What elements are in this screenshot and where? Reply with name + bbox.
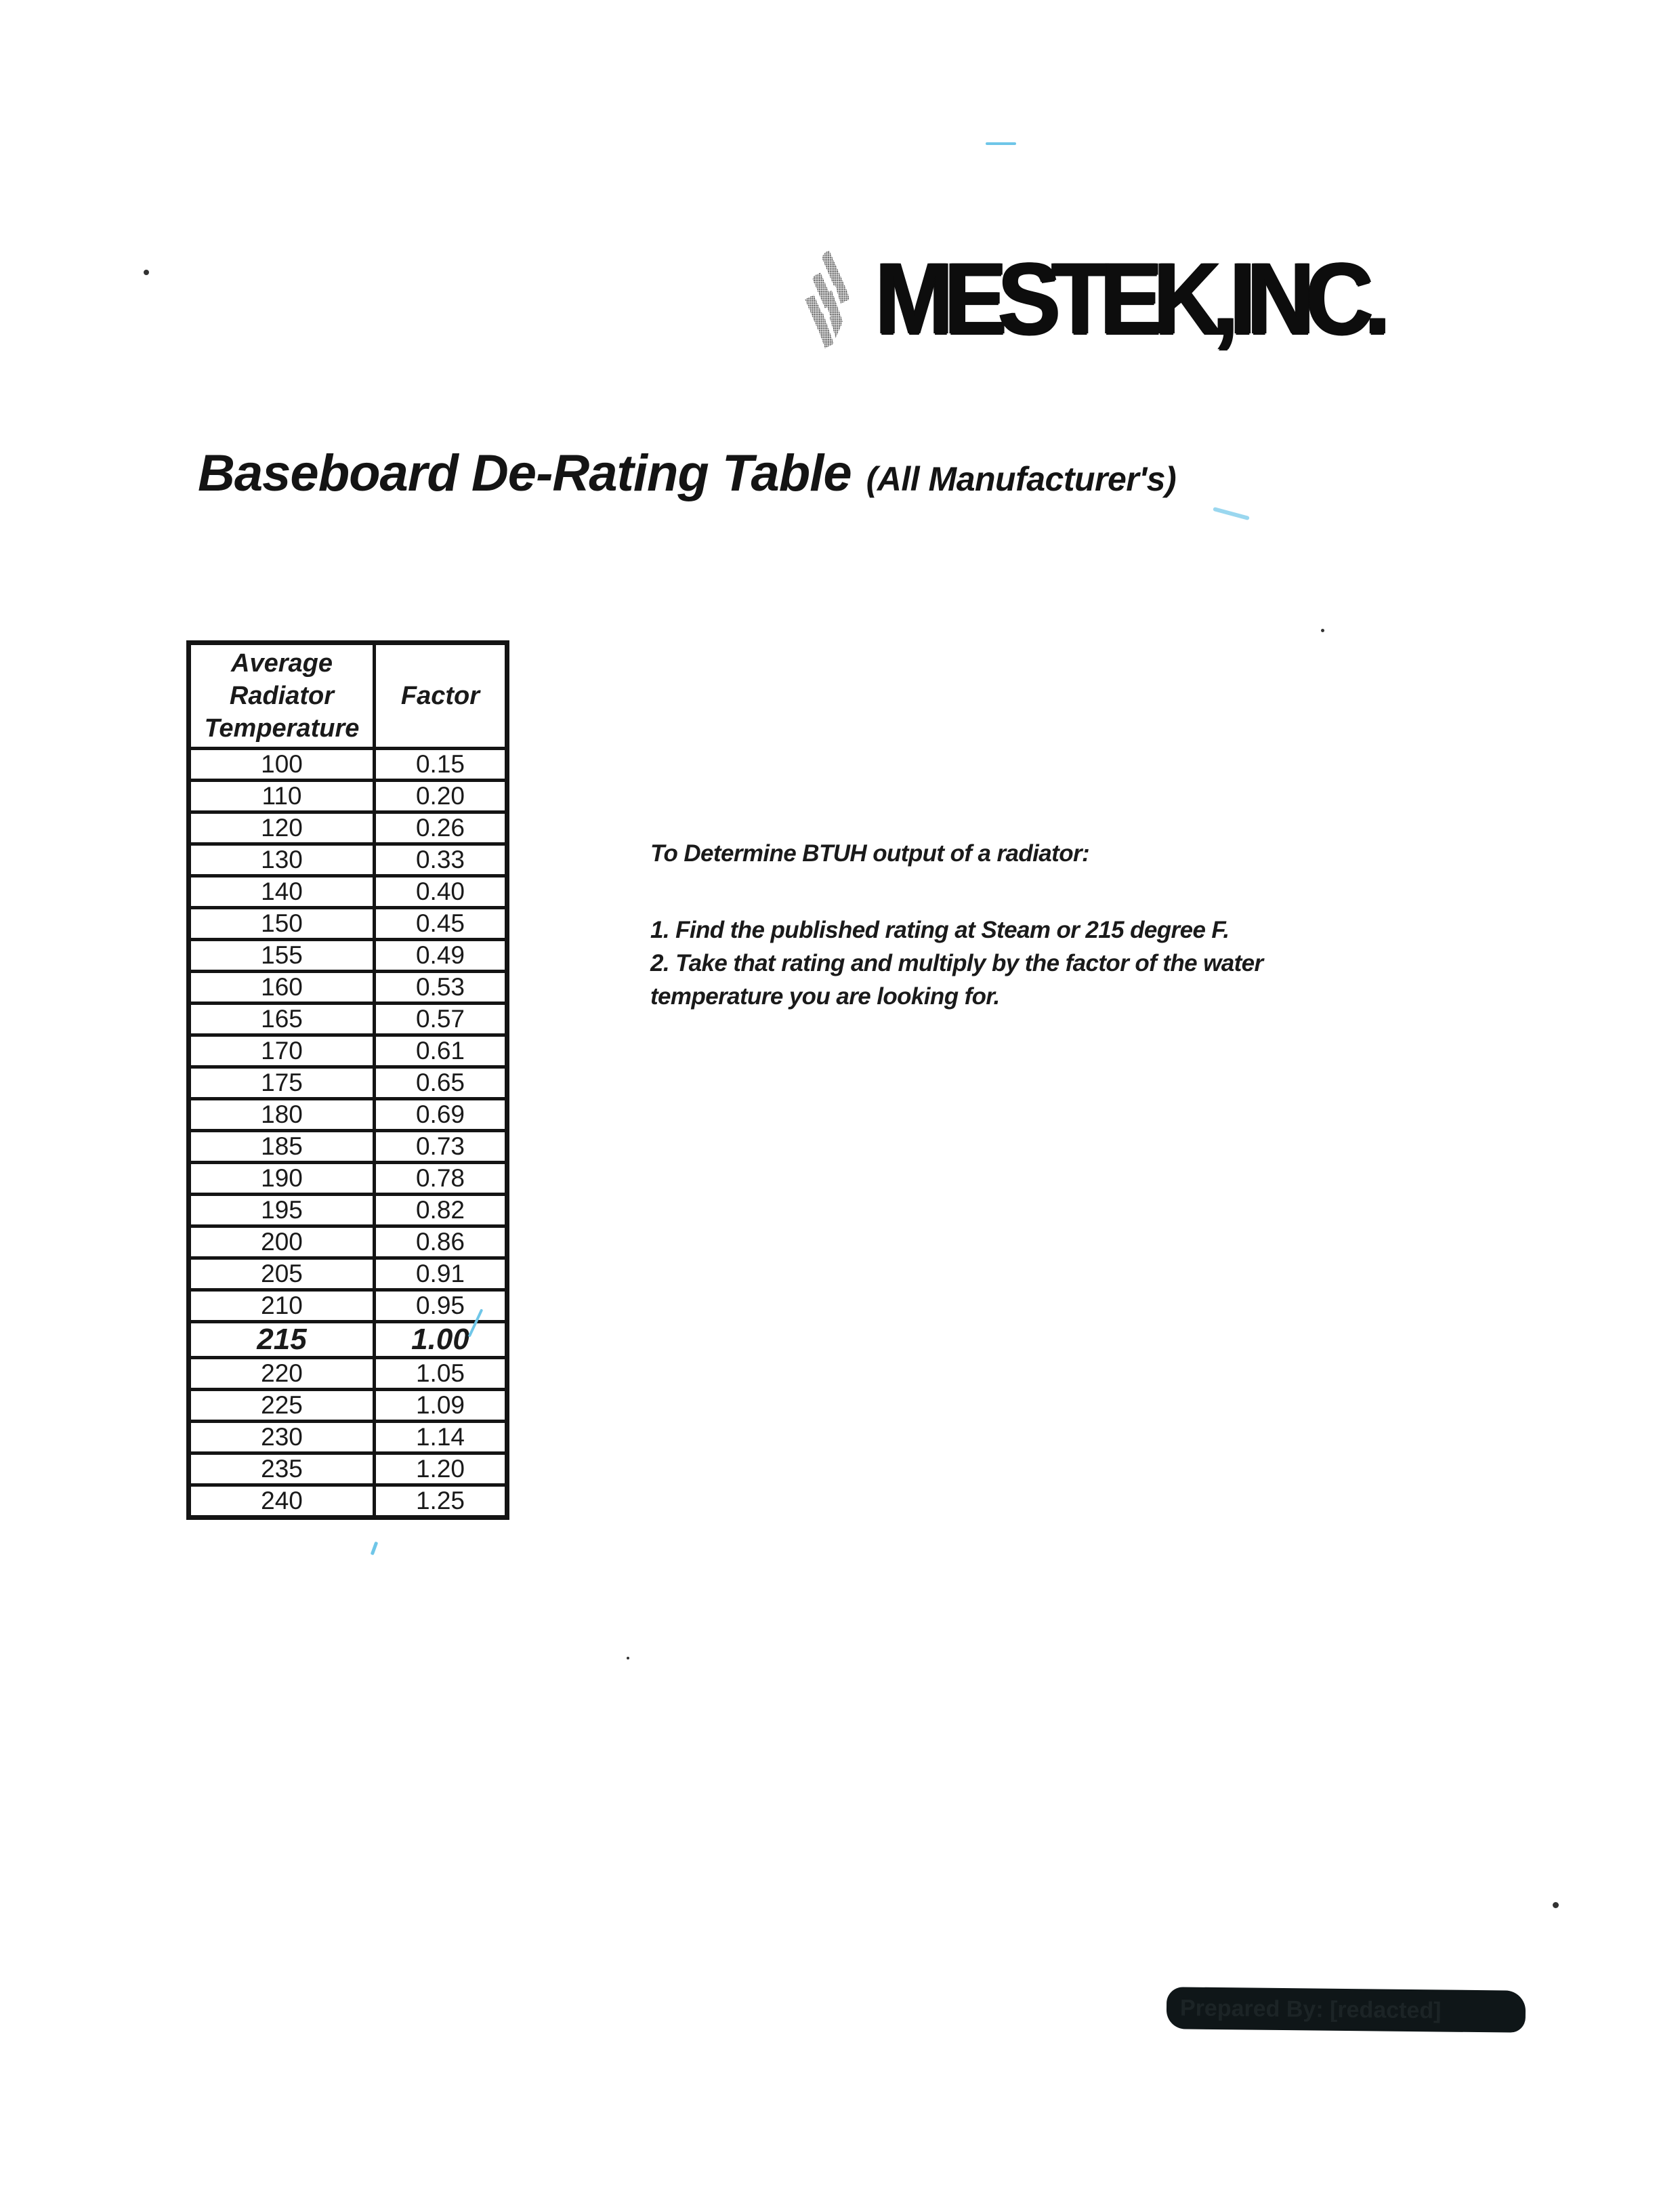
table-row bbox=[189, 844, 507, 876]
cell-temperature: 155 bbox=[189, 940, 375, 972]
instruction-step-1: 1. Find the published rating at Steam or 215 degree F. bbox=[650, 917, 1230, 943]
diamond-lattice-logo-icon bbox=[803, 217, 852, 386]
cell-factor: 0.65 bbox=[375, 1067, 507, 1099]
scan-speck bbox=[986, 142, 1016, 145]
table-row bbox=[189, 1131, 507, 1163]
cell-temperature: 225 bbox=[189, 1390, 375, 1422]
scan-speck bbox=[144, 270, 149, 275]
cell-factor: 0.78 bbox=[375, 1163, 507, 1195]
cell-factor: 0.15 bbox=[375, 749, 507, 781]
company-name: MESTEK,INC. bbox=[875, 241, 1382, 355]
cell-temperature: 170 bbox=[189, 1035, 375, 1067]
table-row bbox=[189, 1195, 507, 1226]
cell-temperature: 130 bbox=[189, 844, 375, 876]
table-row bbox=[189, 876, 507, 908]
cell-temperature: 180 bbox=[189, 1099, 375, 1131]
cell-factor: 0.82 bbox=[375, 1195, 507, 1226]
table-row bbox=[189, 972, 507, 1004]
table-row bbox=[189, 1485, 507, 1518]
cell-factor: 0.20 bbox=[375, 781, 507, 812]
header-factor bbox=[375, 643, 507, 749]
table-row bbox=[189, 1004, 507, 1035]
cell-factor: 1.20 bbox=[375, 1453, 507, 1485]
scan-speck bbox=[627, 1657, 629, 1659]
cell-temperature: 240 bbox=[189, 1485, 375, 1518]
cell-temperature: 210 bbox=[189, 1290, 375, 1322]
scan-speck bbox=[1553, 1902, 1559, 1908]
redacted-prepared-by bbox=[1167, 1987, 1526, 2033]
table-row bbox=[189, 1067, 507, 1099]
derating-table bbox=[186, 640, 509, 1520]
redacted-text: Prepared By: [redacted] bbox=[1179, 1995, 1442, 2024]
cell-factor: 0.86 bbox=[375, 1226, 507, 1258]
cell-factor: 0.26 bbox=[375, 812, 507, 844]
cell-temperature: 220 bbox=[189, 1358, 375, 1390]
cell-factor: 0.33 bbox=[375, 844, 507, 876]
cell-temperature: 190 bbox=[189, 1163, 375, 1195]
table-row bbox=[189, 1453, 507, 1485]
cell-temperature: 200 bbox=[189, 1226, 375, 1258]
title-subtitle: (All Manufacturer's) bbox=[866, 460, 1177, 498]
header-factor-label: Factor bbox=[400, 682, 480, 710]
cell-temperature: 150 bbox=[189, 908, 375, 940]
table-row bbox=[189, 1163, 507, 1195]
cell-factor: 0.49 bbox=[375, 940, 507, 972]
instructions-heading: To Determine BTUH output of a radiator: bbox=[650, 840, 1090, 867]
cell-factor: 1.00 bbox=[375, 1322, 507, 1358]
cell-factor: 0.61 bbox=[375, 1035, 507, 1067]
cell-temperature: 195 bbox=[189, 1195, 375, 1226]
cell-temperature: 235 bbox=[189, 1453, 375, 1485]
cell-temperature: 175 bbox=[189, 1067, 375, 1099]
header-temperature-label: Average Radiator Temperature bbox=[204, 649, 360, 743]
cell-factor: 0.69 bbox=[375, 1099, 507, 1131]
cell-factor: 1.25 bbox=[375, 1485, 507, 1518]
cell-temperature: 185 bbox=[189, 1131, 375, 1163]
cell-factor: 1.05 bbox=[375, 1358, 507, 1390]
page-title bbox=[198, 444, 1176, 503]
cell-factor: 0.91 bbox=[375, 1258, 507, 1290]
cell-factor: 0.73 bbox=[375, 1131, 507, 1163]
table-row bbox=[189, 1099, 507, 1131]
cell-temperature: 230 bbox=[189, 1422, 375, 1453]
instruction-step-2: 2. Take that rating and multiply by the factor of the water temperature you are looking for. bbox=[650, 950, 1263, 1010]
cell-factor: 0.95 bbox=[375, 1290, 507, 1322]
table-row bbox=[189, 812, 507, 844]
company-logo bbox=[803, 210, 1426, 393]
cell-factor: 0.40 bbox=[375, 876, 507, 908]
derating-table-container bbox=[186, 640, 509, 1520]
cell-temperature: 120 bbox=[189, 812, 375, 844]
table-header-row bbox=[189, 643, 507, 749]
table-row bbox=[189, 1226, 507, 1258]
instructions-block bbox=[650, 839, 1341, 1013]
table-row bbox=[189, 1358, 507, 1390]
cell-temperature: 215 bbox=[189, 1322, 375, 1358]
cell-temperature: 110 bbox=[189, 781, 375, 812]
table-row bbox=[189, 1035, 507, 1067]
scan-speck bbox=[1213, 507, 1250, 520]
table-row bbox=[189, 781, 507, 812]
table-row bbox=[189, 749, 507, 781]
cell-temperature: 160 bbox=[189, 972, 375, 1004]
table-row bbox=[189, 1422, 507, 1453]
cell-factor: 1.09 bbox=[375, 1390, 507, 1422]
table-row bbox=[189, 1290, 507, 1322]
table-row-reference-215 bbox=[189, 1322, 507, 1358]
cell-temperature: 165 bbox=[189, 1004, 375, 1035]
table-row bbox=[189, 940, 507, 972]
scan-speck bbox=[1321, 629, 1324, 632]
cell-factor: 1.14 bbox=[375, 1422, 507, 1453]
cell-temperature: 205 bbox=[189, 1258, 375, 1290]
table-body bbox=[189, 749, 507, 1518]
table-row bbox=[189, 908, 507, 940]
table-row bbox=[189, 1258, 507, 1290]
table-row bbox=[189, 1390, 507, 1422]
title-main: Baseboard De-Rating Table bbox=[198, 445, 852, 502]
cell-factor: 0.57 bbox=[375, 1004, 507, 1035]
scan-speck bbox=[371, 1542, 379, 1556]
cell-factor: 0.53 bbox=[375, 972, 507, 1004]
cell-temperature: 140 bbox=[189, 876, 375, 908]
header-average-radiator-temperature bbox=[189, 643, 375, 749]
cell-temperature: 100 bbox=[189, 749, 375, 781]
cell-factor: 0.45 bbox=[375, 908, 507, 940]
